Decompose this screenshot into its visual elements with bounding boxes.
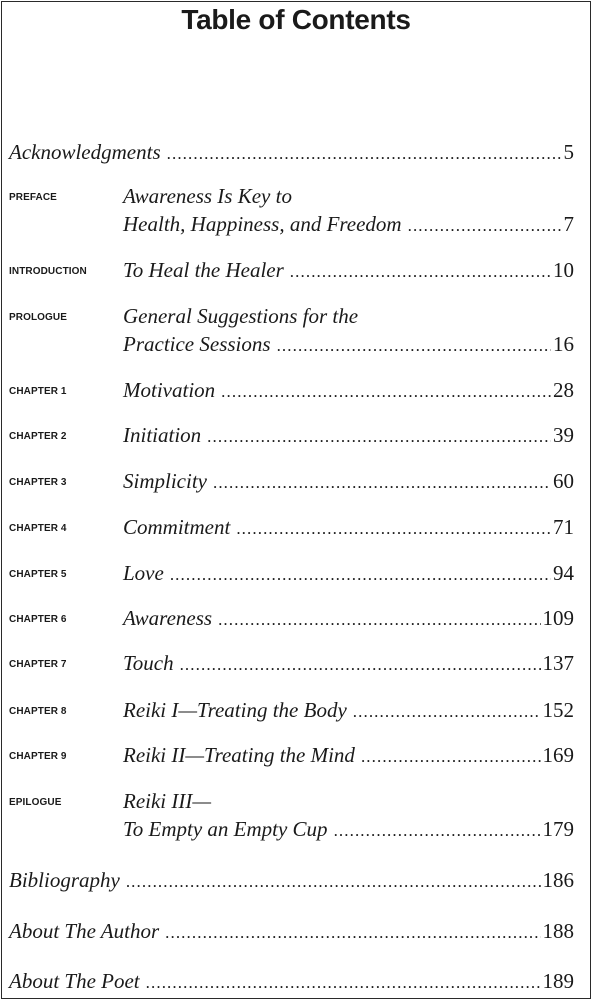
toc-entry-title: About The Author — [9, 919, 160, 943]
toc-entry-title-line1: General Suggestions for the — [123, 304, 359, 328]
toc-entry-chapter-5[interactable] — [123, 560, 574, 586]
toc-entry-title: Simplicity — [123, 469, 207, 493]
toc-entry-chapter-7[interactable] — [123, 650, 574, 676]
toc-entry-title: Love — [123, 561, 164, 585]
toc-entry-bibliography[interactable] — [9, 867, 574, 893]
toc-entry-title: Bibliography — [9, 868, 120, 892]
toc-entry-title: Touch — [123, 651, 174, 675]
toc-page-number: 28 — [553, 378, 574, 402]
toc-page-number: 186 — [542, 868, 574, 892]
toc-entry-title-line1: Reiki III— — [123, 789, 212, 813]
toc-entry-chapter-2[interactable] — [123, 422, 574, 448]
toc-entry-title: Awareness — [123, 606, 213, 630]
toc-page-number: 94 — [553, 561, 574, 585]
toc-entry-title-line1: Awareness Is Key to — [123, 184, 292, 208]
toc-label-chapter-4: CHAPTER 4 — [9, 523, 67, 534]
toc-entry-chapter-1[interactable] — [123, 377, 574, 403]
dot-leader — [221, 379, 551, 405]
toc-page-number: 10 — [553, 258, 574, 282]
dot-leader — [165, 920, 540, 946]
toc-entry-introduction[interactable] — [123, 257, 574, 283]
toc-label-chapter-2: CHAPTER 2 — [9, 431, 67, 442]
toc-entry-prologue[interactable] — [123, 331, 574, 357]
dot-leader — [146, 970, 541, 996]
toc-page-number: 7 — [563, 212, 574, 236]
toc-label-chapter-1: CHAPTER 1 — [9, 386, 67, 397]
toc-entry-chapter-4[interactable] — [123, 514, 574, 540]
toc-entry-chapter-8[interactable] — [123, 697, 574, 723]
toc-label-introduction: INTRODUCTION — [9, 266, 87, 277]
toc-page-number: 60 — [553, 469, 574, 493]
toc-entry-title: To Heal the Healer — [123, 258, 284, 282]
dot-leader — [361, 744, 541, 770]
toc-entry-epilogue[interactable] — [123, 816, 574, 842]
toc-page-number: 152 — [542, 698, 574, 722]
dot-leader — [236, 516, 551, 542]
toc-label-prologue: PROLOGUE — [9, 312, 68, 323]
toc-entry-title: Initiation — [123, 423, 202, 447]
toc-page-number: 137 — [542, 651, 574, 675]
toc-label-preface: PREFACE — [9, 192, 57, 203]
toc-entry-title: Acknowledgments — [9, 140, 161, 164]
dot-leader — [218, 607, 540, 633]
toc-entry-title: Commitment — [123, 515, 231, 539]
dot-leader — [170, 562, 551, 588]
toc-entry-preface[interactable] — [123, 211, 574, 237]
toc-entry-title: Motivation — [123, 378, 216, 402]
toc-entry-title: Practice Sessions — [123, 332, 271, 356]
toc-page-number: 179 — [542, 817, 574, 841]
toc-entry-title: Reiki I—Treating the Body — [123, 698, 347, 722]
dot-leader — [353, 699, 541, 725]
toc-entry-about-poet[interactable] — [9, 968, 574, 994]
toc-entry-title: Health, Happiness, and Freedom — [123, 212, 402, 236]
toc-entry-title: About The Poet — [9, 969, 140, 993]
toc-entry-chapter-3[interactable] — [123, 468, 574, 494]
dot-leader — [180, 652, 541, 678]
toc-label-chapter-5: CHAPTER 5 — [9, 569, 67, 580]
dot-leader — [207, 424, 551, 450]
dot-leader — [126, 869, 541, 895]
toc-page-number: 109 — [542, 606, 574, 630]
dot-leader — [408, 213, 562, 239]
toc-entry-title: Reiki II—Treating the Mind — [123, 743, 355, 767]
toc-label-epilogue: EPILOGUE — [9, 797, 62, 808]
toc-entry-acknowledgments[interactable] — [9, 139, 574, 165]
toc-label-chapter-7: CHAPTER 7 — [9, 659, 67, 670]
dot-leader — [290, 259, 551, 285]
toc-label-chapter-9: CHAPTER 9 — [9, 751, 67, 762]
toc-entry-chapter-9[interactable] — [123, 742, 574, 768]
page-title: Table of Contents — [181, 4, 411, 35]
toc-label-chapter-3: CHAPTER 3 — [9, 477, 67, 488]
toc-entry-chapter-6[interactable] — [123, 605, 574, 631]
dot-leader — [277, 333, 551, 359]
toc-entry-title: To Empty an Empty Cup — [123, 817, 328, 841]
toc-page-number: 189 — [542, 969, 574, 993]
dot-leader — [334, 818, 541, 844]
dot-leader — [167, 141, 562, 167]
toc-label-chapter-6: CHAPTER 6 — [9, 614, 67, 625]
toc-page-number: 16 — [553, 332, 574, 356]
toc-page-number: 188 — [542, 919, 574, 943]
toc-page-number: 5 — [563, 140, 574, 164]
toc-page-number: 169 — [542, 743, 574, 767]
toc-label-chapter-8: CHAPTER 8 — [9, 706, 67, 717]
dot-leader — [213, 470, 551, 496]
toc-page-number: 71 — [553, 515, 574, 539]
toc-entry-about-author[interactable] — [9, 918, 574, 944]
toc-page-number: 39 — [553, 423, 574, 447]
